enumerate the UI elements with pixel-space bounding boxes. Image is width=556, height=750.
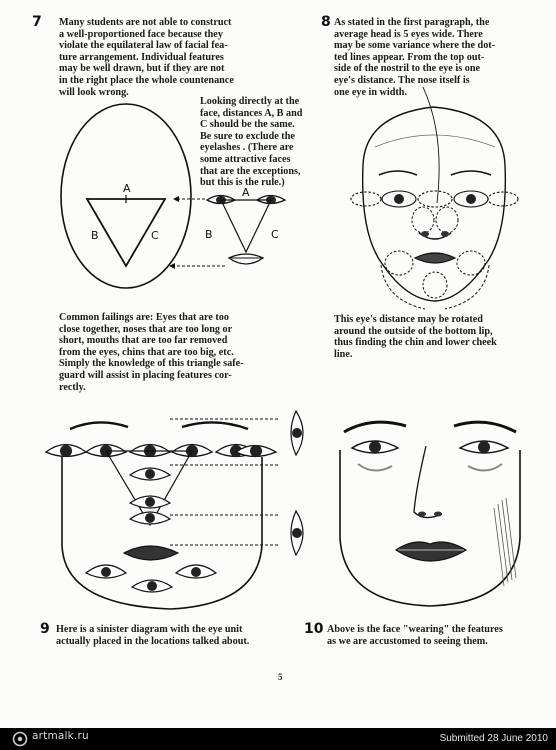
submitted-date: Submitted 28 June 2010 bbox=[439, 733, 548, 744]
triangle-diagram bbox=[55, 100, 300, 300]
finished-face-drawing bbox=[330, 408, 530, 613]
mouth bbox=[415, 253, 455, 263]
final-mouth bbox=[396, 542, 466, 561]
site-logo-text[interactable]: artmalk.ru bbox=[32, 730, 89, 742]
section-10-number: 10 bbox=[304, 621, 324, 637]
label-c-left: C bbox=[151, 229, 159, 242]
section-8-caption: This eye's distance may be rotated around the outside of the bottom lip, thus finding the chin and lower cheek line. bbox=[334, 314, 497, 360]
label-a-right: A bbox=[242, 186, 250, 199]
label-b-right: B bbox=[205, 228, 213, 241]
page-number: 5 bbox=[278, 672, 283, 682]
section-7-failings: Common failings are: Eyes that are too close together, noses that are too long or short, mouths that are too far removed from the eyes, chins that are too big, etc. Simply the knowledge of this triangle safe- guard will assist in placing features cor- rectly. bbox=[59, 312, 244, 393]
label-c-right: C bbox=[271, 228, 279, 241]
five-eyes-face-diagram bbox=[345, 95, 525, 310]
label-a-left: A bbox=[123, 182, 131, 195]
section-8-paragraph: As stated in the first paragraph, the average head is 5 eyes wide. There may be some variance where the dot- ted lines appear. From the top out- side of the nostril to the eye is one eye's distance. The nose itself is one eye in width. bbox=[334, 17, 496, 98]
section-9-caption: Here is a sinister diagram with the eye unit actually placed in the locations talked about. bbox=[56, 624, 250, 647]
five-eye-row bbox=[351, 191, 518, 207]
final-eyes bbox=[352, 441, 508, 453]
face-outline-final bbox=[340, 450, 520, 606]
section-7-number: 7 bbox=[32, 14, 42, 30]
section-9-number: 9 bbox=[40, 621, 50, 637]
section-8-number: 8 bbox=[321, 14, 331, 30]
small-mouth bbox=[229, 254, 263, 264]
section-10-caption: Above is the face "wearing" the features as we are accustomed to seeing them. bbox=[327, 624, 503, 647]
sinister-eye-diagram bbox=[40, 405, 315, 615]
final-nose bbox=[414, 446, 442, 518]
label-b-left: B bbox=[91, 229, 99, 242]
site-footer bbox=[0, 728, 556, 750]
section-7-paragraph: Many students are not able to construct a well-proportioned face because they violate the equilateral law of facial fea- ture arrangement. Individual features may be well drawn, but if they are not in the right place the whole countenance will look wrong. bbox=[59, 17, 234, 98]
diagram-mouth bbox=[124, 546, 178, 560]
section-7-side-note: Looking directly at the face, distances A, B and C should be the same. Be sure to exclude the eyelashes . (There are some attractive faces that are the exceptions, but this is the rule.) bbox=[200, 96, 303, 189]
